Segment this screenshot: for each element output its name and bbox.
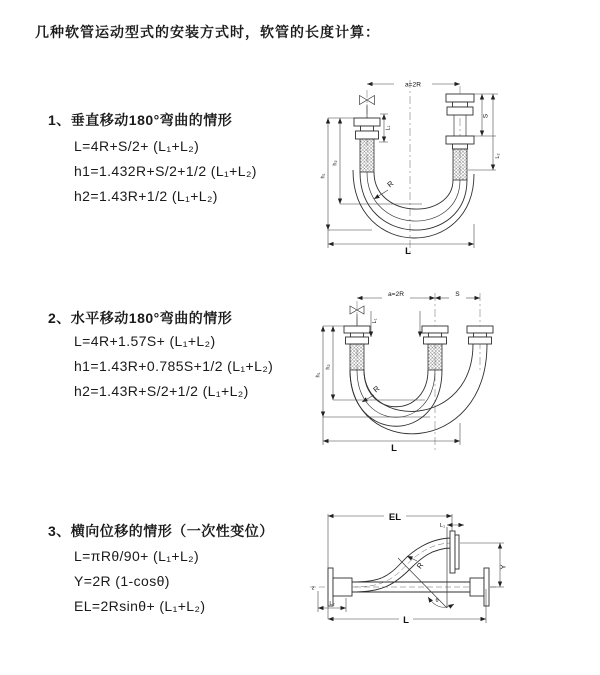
section-3-formula-EL: EL=2Rsinθ+ (L₁+L₂)	[74, 598, 206, 614]
section-2-formula-h1: h1=1.43R+0.785S+1/2 (L₁+L₂)	[74, 358, 274, 374]
dim-label-a2r: a=2R	[388, 291, 404, 298]
flange-displaced	[450, 531, 459, 573]
section-2-formula-h2: h2=1.43R+S/2+1/2 (L₁+L₂)	[74, 383, 249, 399]
page-title: 几种软管运动型式的安装方式时，软管的长度计算：	[35, 24, 380, 40]
section-3-heading: 3、横向位移的情形（一次性变位）	[48, 523, 274, 539]
dim-label-l2: L₂	[495, 153, 501, 159]
dim-label-l: L	[405, 246, 411, 257]
section-1-formula-h2: h2=1.43R+1/2 (L₁+L₂)	[74, 188, 218, 204]
radius-label: R	[371, 383, 382, 395]
section-1-heading: 1、垂直移动180°弯曲的情形	[48, 112, 233, 128]
dim-label-l2: L₂	[329, 601, 335, 607]
radius-leader	[374, 190, 388, 199]
section-1-formula-L: L=4R+S/2+ (L₁+L₂)	[74, 138, 200, 154]
section-2-formula-L: L=4R+1.57S+ (L₁+L₂)	[74, 333, 216, 349]
dim-label-h1: h₁	[315, 372, 322, 378]
section-2-heading: 2、水平移动180°弯曲的情形	[48, 310, 233, 326]
valve-icon	[360, 96, 375, 119]
dim-label-l1: L₁	[385, 125, 392, 131]
dim-label-h1: h₁	[320, 173, 327, 179]
middle-fitting	[422, 326, 448, 370]
dim-label-l: L	[391, 443, 397, 454]
radius-label: R	[414, 560, 426, 571]
dim-label-s: S	[482, 113, 490, 119]
section-3-formula-Y: Y=2R (1-cosθ)	[74, 573, 170, 589]
diagram-horizontal-180-bend	[310, 283, 600, 460]
hose-braid	[350, 344, 364, 370]
diagram-lateral-displacement	[300, 505, 600, 650]
dim-label-l1: L₁	[372, 318, 378, 324]
axis-break-mark: z	[311, 585, 315, 592]
dim-label-h2: h₂	[332, 160, 339, 166]
section-1-formula-h1: h1=1.432R+S/2+1/2 (L₁+L₂)	[74, 163, 257, 179]
dim-label-a2r: a=2R	[405, 81, 421, 89]
right-fitting	[467, 326, 493, 344]
hose-braid	[428, 344, 442, 370]
dim-label-s: S	[455, 291, 460, 298]
left-fitting	[344, 326, 370, 370]
hose-u-bend-original	[350, 370, 442, 426]
radius-label: R	[385, 178, 396, 190]
right-fitting	[446, 94, 474, 180]
section-3-formula-L: L=πRθ/90+ (L₁+L₂)	[74, 548, 200, 564]
dim-label-l: L	[403, 615, 409, 626]
hose-braid	[360, 139, 374, 172]
hose-s-curve	[352, 538, 452, 592]
left-fitting	[354, 118, 380, 172]
dim-label-h2: h₂	[325, 364, 332, 370]
dim-label-el: EL	[388, 512, 402, 523]
diagram-vertical-180-bend	[310, 70, 600, 260]
hose-braid	[453, 149, 467, 180]
ext-line	[328, 224, 474, 248]
dim-label-l1: L₁	[440, 523, 445, 529]
dim-label-y: Y	[498, 564, 508, 570]
angle-label: θ	[435, 598, 439, 604]
